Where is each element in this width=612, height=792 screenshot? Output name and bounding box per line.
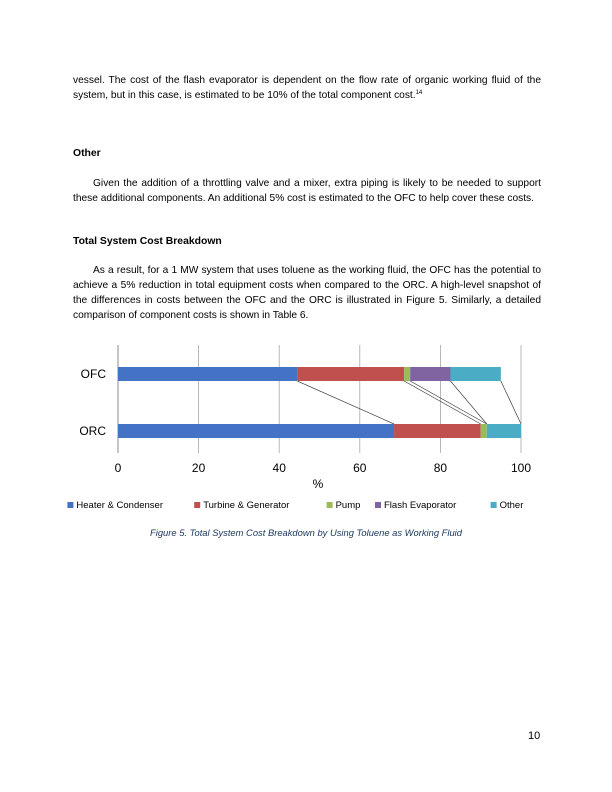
x-tick-label: 100: [510, 461, 532, 475]
legend-label: Heater & Condenser: [76, 500, 164, 511]
bar-segment: [450, 367, 500, 381]
paragraph-total-system-cost: As a result, for a 1 MW system that uses toluene as the working fluid, the OFC has the potential to achieve a 5% reduction in total equipment costs when compared to the ORC. A high-level snapshot of the differences in costs between the OFC and the ORC is illustrated in Figure 5. Similarly, a detailed comparison of component costs is shown in Table 6.: [73, 265, 541, 321]
category-label: OFC: [80, 367, 106, 381]
legend-label: Turbine & Generator: [203, 500, 290, 511]
figure-caption: Figure 5. Total System Cost Breakdown by Using Toluene as Working Fluid: [150, 527, 462, 538]
series-connector-line: [297, 381, 394, 424]
bar-segment: [487, 424, 521, 438]
paragraph-text: vessel. The cost of the flash evaporator is dependent on the flow rate of organic working fluid of the system, but in this case, is estimated to be 10% of the total component cost.: [73, 75, 541, 101]
heading-other: Other: [73, 148, 101, 159]
x-tick-label: 60: [353, 461, 367, 475]
heading-total-system-cost: Total System Cost Breakdown: [73, 236, 222, 247]
legend-swatch: [327, 502, 333, 508]
legend-label: Flash Evaporator: [384, 500, 457, 511]
footnote-marker: 14: [415, 90, 423, 96]
series-connector-line: [501, 381, 521, 424]
legend-swatch: [194, 502, 200, 508]
legend-label: Other: [499, 500, 524, 511]
page-number: 10: [528, 730, 541, 742]
series-connector-line: [404, 381, 481, 424]
cost-breakdown-chart: [0, 330, 612, 530]
bar-segment: [394, 424, 481, 438]
paragraph-other: Given the addition of a throttling valve and a mixer, extra piping is likely to be needed to support these additional components. An additional 5% cost is estimated to the OFC to help cover these costs.: [73, 178, 541, 204]
paragraph-flash-evaporator: [73, 73, 541, 103]
bar-segment: [297, 367, 404, 381]
bar-segment: [404, 367, 410, 381]
x-tick-label: 20: [191, 461, 206, 475]
bar-segment: [410, 367, 450, 381]
legend-swatch: [375, 502, 381, 508]
series-connector-line: [410, 381, 487, 424]
bar-segment: [118, 367, 297, 381]
bar-segment: [481, 424, 487, 438]
category-label: ORC: [79, 424, 106, 438]
bar-segment: [118, 424, 394, 438]
x-tick-label: 0: [114, 461, 122, 475]
legend-swatch: [491, 502, 497, 508]
x-tick-label: 80: [433, 461, 448, 475]
x-axis-label: %: [312, 477, 324, 491]
legend-label: Pump: [335, 500, 361, 511]
x-tick-label: 40: [272, 461, 286, 475]
legend-swatch: [67, 502, 73, 508]
